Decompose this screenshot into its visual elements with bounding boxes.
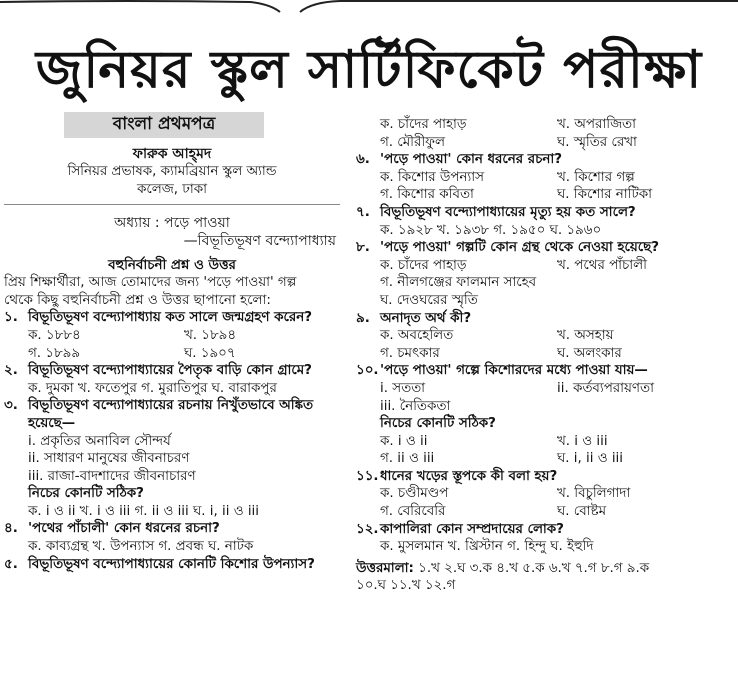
question-12-options: ক. মুসলমান খ. খ্রিস্টান গ. হিন্দু ঘ. ইহুদি xyxy=(380,539,594,555)
left-column xyxy=(4,112,340,573)
question-6-options-row-1: ক. কিশোর উপন্যাস খ. কিশোর গল্প xyxy=(380,169,635,185)
subject-banner: বাংলা প্রথমপত্র xyxy=(64,112,264,138)
question-3-item-3: iii. রাজা-বাদশাদের জীবনাচারণ xyxy=(28,468,196,484)
question-8-option-d: ঘ. দেওঘরের স্মৃতি xyxy=(380,292,478,308)
author-designation: সিনিয়র প্রভাষক, ক্যামব্রিয়ান স্কুল অ্যান্ড xyxy=(67,164,277,180)
right-column xyxy=(356,116,734,595)
question-7: ৭. বিভূতিভূষণ বন্দ্যোপাধ্যায়ের মৃত্যু হয় কত সালে? xyxy=(356,204,636,220)
answer-key-label: উত্তরমালা: xyxy=(356,560,414,576)
author-name: ফারুক আহ্‌মদ xyxy=(132,145,212,162)
chapter-title: অধ্যায় : পড়ে পাওয়া xyxy=(114,215,230,232)
question-9-options-row-2: গ. চমৎকার ঘ. অলংকার xyxy=(380,345,622,361)
answer-key-line-1: ১.খ ২.ঘ ৩.ক ৪.খ ৫.ক ৬.খ ৭.গ ৮.গ ৯.ক xyxy=(413,560,650,576)
question-10-item-3: iii. নৈতিকতা xyxy=(380,398,451,414)
question-11-options-row-1: ক. চণ্ডীমণ্ডপ খ. বিচুলিগাদা xyxy=(380,486,631,502)
question-2-options: ক. দুমকা খ. ফতেপুর গ. মুরাতিপুর ঘ. বারাকপুর xyxy=(28,380,277,396)
question-9-options-row-1: ক. অবহেলিত খ. অসহায় xyxy=(380,328,614,344)
chapter-writer: —বিভূতিভূষণ বন্দ্যোপাধ্যায় xyxy=(183,232,336,249)
question-9: ৯. অনাদৃত অর্থ কী? xyxy=(356,310,472,326)
answer-key xyxy=(356,560,734,595)
masthead-title: জুনিয়র স্কুল সার্টিফিকেট পরীক্ষা xyxy=(35,40,703,100)
question-6-options-row-2: গ. কিশোর কবিতা ঘ. কিশোর নাটিকা xyxy=(380,187,653,203)
question-10: ১০. 'পড়ে পাওয়া' গল্পে কিশোরদের মধ্যে পাওয়া যায়— xyxy=(356,363,648,379)
intro-line-2: থেকে কিছু বহুনির্বাচনী প্রশ্ন ও উত্তর ছাপানো হলো: xyxy=(4,292,271,308)
question-1-options-row-2: গ. ১৮৯৯ ঘ. ১৯০৭ xyxy=(28,345,236,361)
question-1-options-row-1: ক. ১৮৮৪ খ. ১৮৯৪ xyxy=(28,327,237,343)
answer-key-line-2: ১০.ঘ ১১.খ ১২.গ xyxy=(356,578,456,594)
question-3-item-1: i. প্রকৃতির অনাবিল সৌন্দর্য xyxy=(28,433,171,449)
question-11-options-row-2: গ. বেরিবেরি ঘ. বোষ্টম xyxy=(380,504,607,520)
decorative-top-border xyxy=(0,0,738,14)
question-10-items-row-1: i. সততা ii. কর্তব্যপরায়ণতা xyxy=(380,380,654,396)
question-3-which: নিচের কোনটি সঠিক? xyxy=(28,486,144,502)
question-5-options-row-2: গ. মৌরীফুল ঘ. স্মৃতির রেখা xyxy=(380,134,637,150)
question-3: ৩. বিভূতিভূষণ বন্দ্যোপাধ্যায়ের রচনায় নিখুঁতভাবে অঙ্কিত হয়েছে— xyxy=(4,398,314,431)
section-heading: বহুনির্বাচনী প্রশ্ন ও উত্তর xyxy=(108,257,236,273)
question-7-options: ক. ১৯২৮ খ. ১৯৩৮ গ. ১৯৫০ ঘ. ১৯৬০ xyxy=(380,222,602,238)
question-2: ২. বিভূতিভূষণ বন্দ্যোপাধ্যায়ের পৈতৃক বাড়ি কোন গ্রামে? xyxy=(4,363,312,379)
question-11: ১১. ধানের খড়ের স্তূপকে কী বলা হয়? xyxy=(356,468,558,484)
question-8-options-row-1: ক. চাঁদের পাহাড় খ. পথের পাঁচালী xyxy=(380,257,647,273)
question-12: ১২. কাপালিরা কোন সম্প্রদায়ের লোক? xyxy=(356,521,564,537)
question-5-options-row-1: ক. চাঁদের পাহাড় খ. অপরাজিতা xyxy=(380,117,636,132)
author-college: কলেজ, ঢাকা xyxy=(137,181,207,197)
divider xyxy=(4,204,340,205)
question-6: ৬. 'পড়ে পাওয়া' কোন ধরনের রচনা? xyxy=(356,152,562,168)
question-5: ৫. বিভূতিভূষণ বন্দ্যোপাধ্যায়ের কোনটি কিশোর উপন্যাস? xyxy=(4,556,315,572)
question-1: ১. বিভূতিভূষণ বন্দ্যোপাধ্যায় কত সালে জন্মগ্রহণ করেন? xyxy=(4,310,313,326)
question-8-option-c: গ. নীলগঞ্জের ফালমান সাহেব xyxy=(380,275,537,291)
question-10-which: নিচের কোনটি সঠিক? xyxy=(380,416,496,432)
question-10-options-row-2: গ. ii ও iii ঘ. i, ii ও iii xyxy=(380,451,623,467)
intro-line-1: প্রিয় শিক্ষার্থীরা, আজ তোমাদের জন্য 'পড়ে পাওয়া' গল্প xyxy=(4,275,297,291)
question-4: ৪. 'পথের পাঁচালী' কোন ধরনের রচনা? xyxy=(4,521,220,537)
question-3-item-2: ii. সাধারণ মানুষের জীবনাচরণ xyxy=(28,451,190,467)
question-10-options-row-1: ক. i ও ii খ. i ও iii xyxy=(380,433,608,449)
question-8: ৮. 'পড়ে পাওয়া' গল্পটি কোন গ্রন্থ থেকে নেওয়া হয়েছে? xyxy=(356,240,660,256)
question-3-options: ক. i ও ii খ. i ও iii গ. ii ও iii ঘ. i, ii ও iii xyxy=(28,503,259,519)
question-4-options: ক. কাব্যগ্রন্থ খ. উপন্যাস গ. প্রবন্ধ ঘ. নাটক xyxy=(28,539,254,555)
